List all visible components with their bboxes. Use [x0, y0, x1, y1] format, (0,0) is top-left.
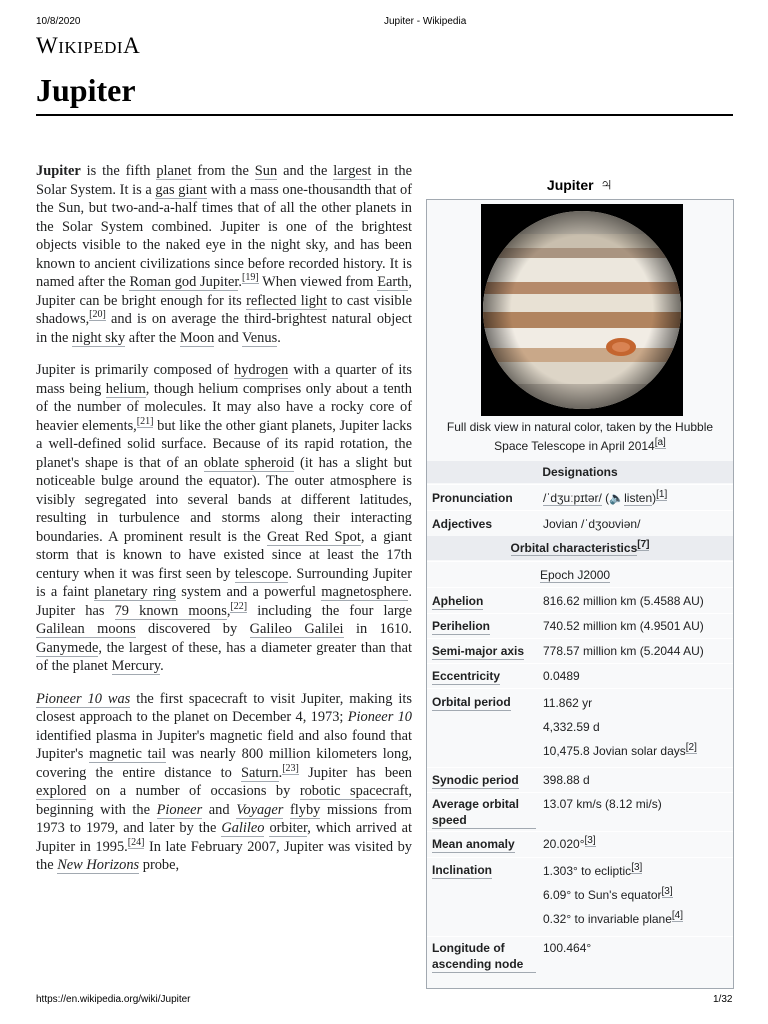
- link-longitude-ascending-node[interactable]: Longitude of ascending node: [432, 940, 536, 973]
- section-heading-text: Designations: [542, 465, 618, 479]
- link-orbital-period[interactable]: Orbital period: [432, 695, 511, 709]
- link-galileo[interactable]: Galileo: [221, 820, 265, 836]
- link-inclination[interactable]: Inclination: [432, 863, 492, 877]
- link-venus[interactable]: Venus: [242, 329, 278, 346]
- text-run: , though helium comprises only about a tenth of the number of molecules. It may also have a rocky core of heavier elements,: [36, 380, 412, 434]
- text-run: after the: [125, 329, 180, 346]
- text-run-italic: Pioneer 10: [347, 709, 412, 725]
- inclination-ecliptic-text: 1.303° to ecliptic: [543, 864, 632, 878]
- text-run: , Jupiter can be bright enough for its: [36, 274, 412, 309]
- text-run: , beginning with the: [36, 783, 412, 818]
- text-run: with a quarter of its mass being: [36, 362, 412, 397]
- value-orbital-period-yr: 11.862 yr: [543, 696, 593, 710]
- link-gas-giant[interactable]: gas giant: [155, 181, 208, 198]
- link-hydrogen[interactable]: hydrogen: [234, 362, 289, 378]
- label-pronunciation: Pronunciation: [432, 491, 513, 505]
- link-magnetosphere[interactable]: magnetosphere: [321, 584, 409, 600]
- text-run: , the largest of these, has a diameter greater than that of the planet: [36, 639, 412, 674]
- link-robotic-spacecraft[interactable]: robotic spacecraft: [299, 783, 409, 799]
- link-helium[interactable]: helium: [105, 380, 146, 397]
- text-run: on a number of occasions by: [86, 783, 300, 799]
- link-reflected-light[interactable]: reflected light: [246, 292, 328, 309]
- text-run: ,: [226, 602, 231, 619]
- link-largest[interactable]: largest: [333, 163, 372, 179]
- link-pioneer-10[interactable]: Pioneer 10 was: [36, 690, 131, 707]
- link-great-red-spot[interactable]: Great Red Spot: [266, 528, 361, 545]
- row-average-orbital-speed: [427, 792, 733, 831]
- text-run: .: [160, 658, 164, 674]
- link-mean-anomaly[interactable]: Mean anomaly: [432, 837, 515, 851]
- text-run: , which arrived at Jupiter in 1995.: [36, 820, 412, 855]
- text-run: Jupiter is primarily composed of: [36, 362, 234, 378]
- wordmark-last: A: [123, 33, 141, 58]
- text-run: . Jupiter has: [36, 584, 412, 619]
- speaker-icon[interactable]: 🔈: [609, 491, 625, 505]
- link-new-horizons[interactable]: New Horizons: [57, 857, 140, 873]
- title-divider: [36, 114, 733, 116]
- value-semi-major-axis: 778.57 million km (5.2044 AU): [543, 644, 704, 658]
- row-eccentricity: [427, 663, 733, 688]
- ref-21[interactable]: [21]: [136, 415, 154, 427]
- term-jupiter: Jupiter: [36, 163, 81, 179]
- row-inclination: [427, 857, 733, 936]
- row-orbital-period: [427, 688, 733, 767]
- listen-link[interactable]: listen: [624, 491, 653, 505]
- link-saturn[interactable]: Saturn: [241, 764, 279, 781]
- value-eccentricity: 0.0489: [543, 669, 580, 683]
- value-perihelion: 740.52 million km (4.9501 AU): [543, 619, 704, 633]
- link-orbital-characteristics[interactable]: Orbital characteristics: [510, 541, 638, 555]
- link-oblate-spheroid[interactable]: oblate spheroid: [203, 454, 295, 471]
- row-aphelion: [427, 587, 733, 613]
- link-79-known-moons[interactable]: 79 known moons: [114, 602, 227, 619]
- text-run: is the fifth: [80, 163, 157, 179]
- link-explored[interactable]: explored: [36, 783, 87, 799]
- ref-7[interactable]: [7]: [637, 539, 650, 550]
- link-synodic-period[interactable]: Synodic period: [432, 773, 519, 787]
- value-inclination-invariable-plane: [543, 911, 683, 927]
- text-run: to cast visible shadows,: [36, 292, 412, 327]
- link-planet[interactable]: planet: [156, 163, 192, 179]
- jovian-days-text: 10,475.8 Jovian solar days: [543, 744, 686, 758]
- ref-3[interactable]: [3]: [584, 835, 596, 846]
- row-longitude-ascending-node: [427, 936, 733, 989]
- link-orbiter[interactable]: orbiter: [269, 820, 308, 836]
- link-average-orbital-speed[interactable]: Average orbital speed: [432, 796, 536, 829]
- paragraph-composition: [36, 361, 412, 676]
- link-flyby[interactable]: flyby: [289, 801, 321, 818]
- text-run: In late February 2007, Jupiter was visited by the: [36, 838, 412, 873]
- paragraph-exploration: [36, 690, 412, 875]
- mean-anomaly-text: 20.020°: [543, 837, 585, 851]
- label-adjectives: Adjectives: [432, 517, 493, 531]
- value-adjectives: Jovian /ˈdʒoʊviən/: [543, 517, 641, 531]
- infobox: [426, 199, 734, 989]
- link-ganymede[interactable]: Ganymede: [36, 639, 99, 656]
- ref-2[interactable]: [2]: [685, 742, 697, 753]
- image-caption: [431, 418, 729, 456]
- link-telescope[interactable]: telescope: [234, 565, 289, 582]
- link-mercury[interactable]: Mercury: [111, 658, 161, 674]
- text-run: the first spacecraft to visit Jupiter, making its closest approach to the planet on December 4, 1973;: [36, 690, 412, 725]
- text-run: from the: [191, 163, 255, 179]
- link-moon[interactable]: Moon: [179, 329, 215, 346]
- link-voyager[interactable]: Voyager: [236, 801, 284, 818]
- value-synodic-period: 398.88 d: [543, 773, 590, 787]
- paragraph-intro: [36, 162, 412, 347]
- inclination-invariable-text: 0.32° to invariable plane: [543, 912, 672, 926]
- jupiter-symbol: ♃: [599, 174, 614, 194]
- text-run: missions from 1973 to 1979, and later by the: [36, 801, 412, 836]
- print-page-title: Jupiter - Wikipedia: [384, 16, 467, 27]
- article-body: [36, 162, 412, 889]
- text-run: When viewed from: [258, 274, 378, 290]
- row-pronunciation: [427, 484, 733, 510]
- caption-text: Full disk view in natural color, taken by the Hubble Space Telescope in April 2014: [446, 420, 714, 453]
- text-run: (it has a slight but noticeable bulge around the equator). The outer atmosphere is visibly segregated into several bands at different latitudes, resulting in turbulence and storms along their interacting boundaries. A prominent result is the: [36, 454, 412, 545]
- ref-3[interactable]: [3]: [661, 886, 673, 897]
- section-orbital-characteristics: [427, 536, 733, 560]
- ref-4[interactable]: [4]: [671, 910, 684, 921]
- print-page-number: 1/32: [713, 994, 733, 1005]
- value-inclination-ecliptic: [543, 863, 642, 879]
- section-designations: [427, 461, 733, 483]
- pronunciation-ipa-link[interactable]: /ˈdʒuːpɪtər/: [543, 491, 602, 505]
- text-run: in 1610.: [343, 621, 412, 637]
- text-run: was nearly 800 million kilometers long, covering the entire distance to: [36, 746, 412, 781]
- ref-19[interactable]: [19]: [242, 272, 259, 284]
- text-run: .: [238, 274, 243, 290]
- jupiter-image[interactable]: [481, 204, 683, 416]
- link-semi-major-axis[interactable]: Semi-major axis: [432, 644, 525, 658]
- jupiter-planet-illustration: [481, 204, 683, 416]
- link-galilean-moons[interactable]: Galilean moons: [36, 621, 136, 637]
- link-aphelion[interactable]: Aphelion: [432, 594, 484, 608]
- text-run: in the Solar System. It is a: [36, 163, 412, 198]
- value-orbital-period-jovian: [543, 743, 697, 759]
- inclination-sun-text: 6.09° to Sun's equator: [543, 888, 662, 902]
- row-adjectives: [427, 510, 733, 536]
- value-longitude-ascending-node: 100.464°: [543, 941, 592, 955]
- link-galileo-galilei[interactable]: Galileo Galilei: [249, 621, 344, 637]
- page-title: Jupiter: [36, 72, 136, 108]
- link-planetary-ring[interactable]: planetary ring: [94, 584, 177, 600]
- text-run: including the four large: [247, 602, 413, 619]
- row-semi-major-axis: [427, 638, 733, 663]
- value-average-orbital-speed: 13.07 km/s (8.12 mi/s): [543, 797, 662, 811]
- text-run: and: [214, 329, 242, 346]
- wordmark-first: W: [36, 33, 59, 58]
- wordmark-middle: IKIPEDI: [58, 38, 124, 57]
- link-sun[interactable]: Sun: [254, 163, 278, 179]
- ref-1[interactable]: [1]: [656, 489, 668, 500]
- link-eccentricity[interactable]: Eccentricity: [432, 669, 501, 683]
- text-run: .: [278, 764, 283, 781]
- text-run: system and a powerful: [176, 584, 322, 600]
- value-aphelion: 816.62 million km (5.4588 AU): [543, 594, 704, 608]
- value-mean-anomaly: [543, 836, 596, 852]
- value-pronunciation: /ˈdʒuːpɪtər/ (🔈listen)[1]: [543, 489, 668, 505]
- link-epoch-j2000[interactable]: Epoch J2000: [540, 568, 611, 582]
- text-run: identified plasma in Jupiter's magnetic field and also found that Jupiter's: [36, 727, 412, 762]
- text-run: but like the other giant planets, Jupiter lacks a well-defined solid surface. Because of its rapid rotation, the planet's shape is that of an: [36, 417, 412, 471]
- link-magnetic-tail[interactable]: magnetic tail: [89, 746, 167, 762]
- value-inclination-sun-equator: [543, 887, 673, 903]
- row-epoch: [427, 561, 733, 587]
- print-url: https://en.wikipedia.org/wiki/Jupiter: [36, 994, 191, 1005]
- link-night-sky[interactable]: night sky: [71, 329, 126, 346]
- link-roman-god-jupiter[interactable]: Roman god Jupiter: [129, 274, 239, 290]
- row-synodic-period: [427, 767, 733, 792]
- text-run: , a giant storm that is known to have existed since at least the 17th century when it was first seen by: [36, 528, 412, 582]
- infobox-title-text: Jupiter: [546, 177, 594, 193]
- link-perihelion[interactable]: Perihelion: [432, 619, 491, 633]
- ref-20[interactable]: [20]: [89, 309, 106, 321]
- row-perihelion: [427, 613, 733, 638]
- infobox-title: [426, 174, 734, 195]
- value-epoch: [540, 567, 610, 583]
- text-run: Jupiter has been: [298, 764, 412, 781]
- text-run: . Surrounding Jupiter is a faint: [36, 565, 412, 600]
- ref-22[interactable]: [22]: [230, 600, 248, 612]
- text-run: and is on average the third-brightest natural object in the: [36, 311, 412, 346]
- text-run: discovered by: [135, 621, 250, 637]
- row-mean-anomaly: [427, 831, 733, 857]
- value-orbital-period-d: 4,332.59 d: [543, 720, 600, 734]
- text-run: and the: [277, 163, 334, 179]
- link-earth[interactable]: Earth: [377, 274, 409, 290]
- ref-3[interactable]: [3]: [631, 862, 643, 873]
- text-run: .: [277, 329, 281, 346]
- ref-a[interactable]: [a]: [654, 437, 666, 448]
- text-run: [283, 802, 290, 818]
- ref-24[interactable]: [24]: [127, 836, 145, 848]
- ref-23[interactable]: [23]: [282, 762, 299, 774]
- text-run: probe,: [139, 857, 180, 873]
- text-run: with a mass one-thousandth that of the Sun, but two-and-a-half times that of all the other planets in the Solar System combined. Jupiter is one of the brightest objects visible to the naked eye in the night sky, and has been known to ancient civilizations since before recorded history. It is named after the: [36, 181, 412, 290]
- text-run: and: [202, 801, 237, 818]
- link-pioneer[interactable]: Pioneer: [156, 801, 203, 818]
- wikipedia-wordmark[interactable]: [36, 33, 140, 59]
- print-date: 10/8/2020: [36, 16, 81, 27]
